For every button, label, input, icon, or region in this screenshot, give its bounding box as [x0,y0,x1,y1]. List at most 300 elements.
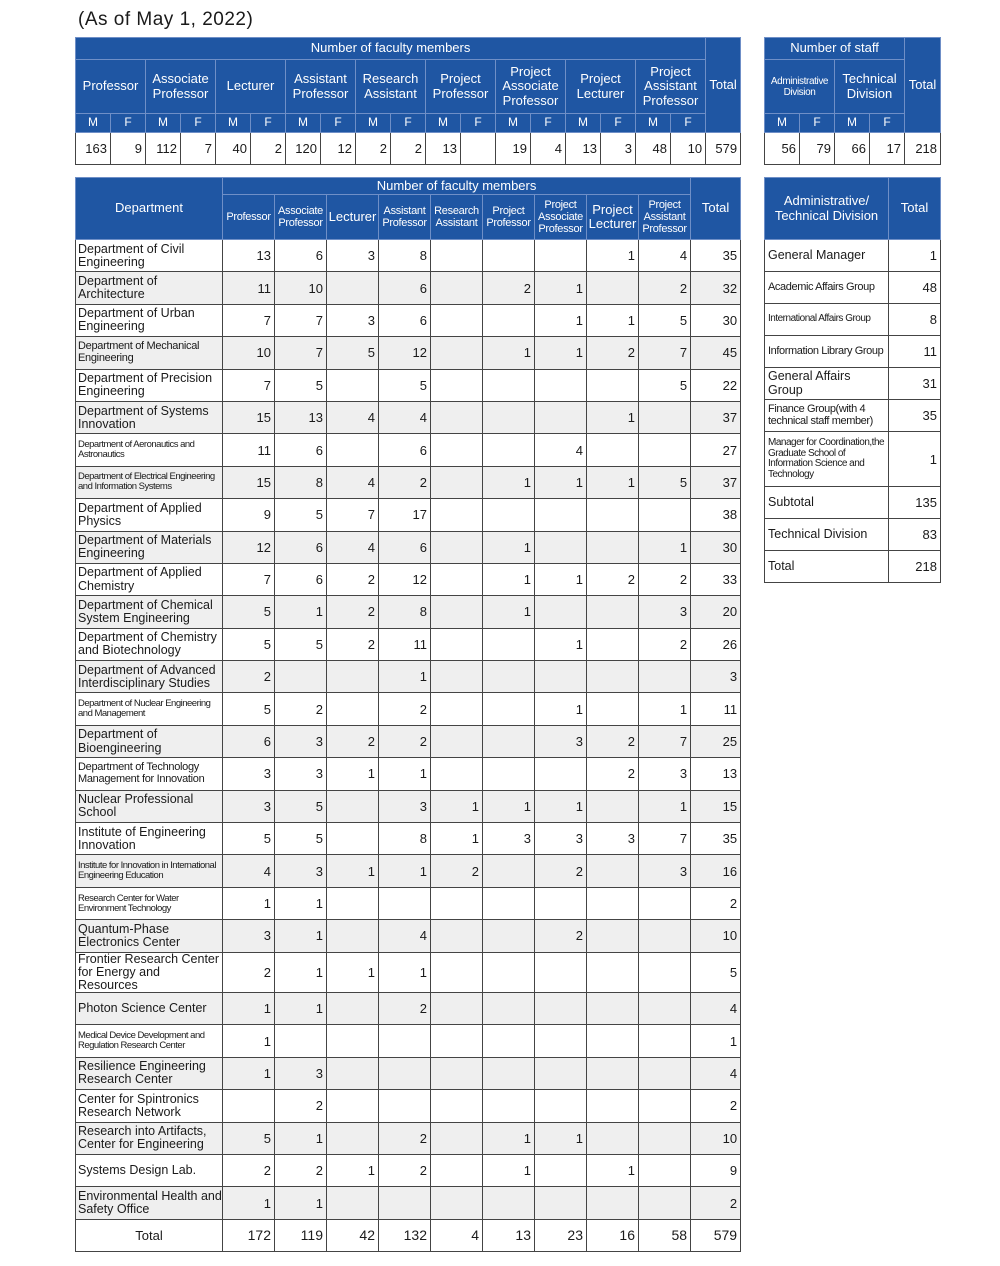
cell-value [379,1057,431,1089]
summary-total: 579 [706,133,741,165]
m-header: M [636,114,671,133]
admin-division-table [764,177,941,583]
cell-value: 3 [535,725,587,757]
table-row [76,1025,741,1057]
table-row [76,434,741,466]
cell-value: 2 [379,1154,431,1186]
row-total: 26 [691,628,741,660]
table-row [76,596,741,628]
cell-value: 3 [587,823,639,855]
col-header-project-associate-professor: Project Associate Professor [496,60,566,114]
cell-value: 1 [379,855,431,887]
row-total: 35 [691,823,741,855]
cell-value [431,758,483,790]
cell-value: 1 [275,887,327,919]
f-header: F [181,114,216,133]
admin-row [765,240,941,272]
col-header-project-associate-professor: Project Associate Professor [535,195,587,240]
admin-row-label: Finance Group(with 4 technical staff member) [765,400,889,432]
summary-value: 19 [496,133,531,165]
faculty-summary-table [75,37,741,165]
cell-value: 3 [223,758,275,790]
col-header-administrative-division: Administrative Division [765,60,835,114]
department-name: Department of Aeronautics and Astronautics [76,434,223,466]
cell-value: 5 [379,369,431,401]
cell-value: 1 [379,758,431,790]
cell-value: 1 [431,823,483,855]
row-total: 4 [691,992,741,1024]
cell-value: 7 [223,304,275,336]
table-row [76,952,741,992]
cell-value [483,628,535,660]
as-of-date: (As of May 1, 2022) [78,9,254,30]
department-header: Department [76,178,223,240]
cell-value [483,855,535,887]
cell-value: 9 [223,499,275,531]
cell-value: 3 [275,725,327,757]
cell-value [483,1057,535,1089]
col-header-project-lecturer: Project Lecturer [587,195,639,240]
faculty-group-header: Number of faculty members [76,38,706,60]
cell-value: 5 [275,823,327,855]
cell-value: 11 [379,628,431,660]
admin-row-total: 1 [889,432,941,487]
cell-value [431,920,483,952]
cell-value: 7 [275,304,327,336]
cell-value [483,952,535,992]
summary-value: 7 [181,133,216,165]
cell-value: 7 [639,337,691,369]
cell-value: 3 [275,855,327,887]
row-total: 30 [691,304,741,336]
m-header: M [566,114,601,133]
cell-value [587,531,639,563]
department-name: Institute of Engineering Innovation [76,823,223,855]
col-header-project-professor: Project Professor [483,195,535,240]
department-name: Resilience Engineering Research Center [76,1057,223,1089]
cell-value: 2 [431,855,483,887]
col-header-project-lecturer: Project Lecturer [566,60,636,114]
cell-value: 5 [327,337,379,369]
cell-value [431,1090,483,1122]
cell-value [639,887,691,919]
cell-value [535,758,587,790]
summary-value: 12 [321,133,356,165]
col-header-associate-professor: Associate Professor [146,60,216,114]
m-header: M [426,114,461,133]
admin-row-total: 8 [889,304,941,336]
cell-value [535,1090,587,1122]
cell-value [431,369,483,401]
cell-value [483,1187,535,1219]
f-header: F [251,114,286,133]
summary-value: 3 [601,133,636,165]
row-total: 13 [691,758,741,790]
admin-row-total: 35 [889,400,941,432]
cell-value: 6 [223,725,275,757]
department-name: Department of Architecture [76,272,223,304]
cell-value: 2 [379,693,431,725]
cell-value [483,369,535,401]
f-header: F [321,114,356,133]
row-total: 2 [691,887,741,919]
cell-value [535,1057,587,1089]
cell-value: 6 [275,563,327,595]
cell-value: 3 [639,596,691,628]
row-total: 33 [691,563,741,595]
department-name: Photon Science Center [76,992,223,1024]
cell-value: 1 [275,596,327,628]
department-name: Department of Precision Engineering [76,369,223,401]
table-row [76,887,741,919]
row-total: 9 [691,1154,741,1186]
table-row [76,1187,741,1219]
admin-row-label: International Affairs Group [765,304,889,336]
cell-value: 1 [587,240,639,272]
admin-row [765,400,941,432]
department-name: Department of Electrical Engineering and Information Systems [76,466,223,498]
admin-row-total: 31 [889,368,941,400]
m-header: M [286,114,321,133]
cell-value: 4 [535,434,587,466]
table-row [76,304,741,336]
cell-value [483,992,535,1024]
cell-value [535,401,587,433]
cell-value: 6 [275,240,327,272]
cell-value [327,1025,379,1057]
cell-value: 7 [639,725,691,757]
row-total: 10 [691,1122,741,1154]
cell-value [483,434,535,466]
cell-value: 4 [379,920,431,952]
f-header: F [111,114,146,133]
cell-value: 5 [639,369,691,401]
cell-value: 1 [483,1122,535,1154]
cell-value: 2 [223,1154,275,1186]
m-header: M [216,114,251,133]
cell-value: 6 [379,531,431,563]
row-total: 38 [691,499,741,531]
cell-value [483,1090,535,1122]
cell-value [431,466,483,498]
admin-row [765,336,941,368]
cell-value [535,661,587,693]
admin-row [765,272,941,304]
cell-value: 4 [223,855,275,887]
cell-value [483,887,535,919]
cell-value: 2 [275,693,327,725]
cell-value: 7 [223,563,275,595]
col-header-technical-division: Technical Division [835,60,905,114]
cell-value: 3 [483,823,535,855]
cell-value: 1 [223,1187,275,1219]
cell-value [483,304,535,336]
cell-value [483,920,535,952]
cell-value [587,1025,639,1057]
department-name: Department of Technology Management for Innovation [76,758,223,790]
cell-value: 1 [535,790,587,822]
cell-value: 1 [483,596,535,628]
summary-value: 40 [216,133,251,165]
cell-value: 1 [223,1025,275,1057]
cell-value: 5 [275,369,327,401]
cell-value [587,952,639,992]
table-row [76,1057,741,1089]
cell-value: 2 [379,1122,431,1154]
col-header-project-professor: Project Professor [426,60,496,114]
cell-value: 5 [275,790,327,822]
cell-value [327,661,379,693]
cell-value: 6 [275,531,327,563]
department-name: Medical Device Development and Regulation Research Center [76,1025,223,1057]
total-row-value: 4 [431,1219,483,1251]
cell-value [431,596,483,628]
table-row [76,563,741,595]
cell-value [639,1122,691,1154]
cell-value: 1 [275,992,327,1024]
cell-value: 2 [587,725,639,757]
cell-value [327,1187,379,1219]
staff-value: 17 [870,133,905,165]
cell-value [327,693,379,725]
table-row [76,725,741,757]
cell-value [587,790,639,822]
admin-row-total: 48 [889,272,941,304]
table-row [76,401,741,433]
admin-row-label: Technical Division [765,519,889,551]
m-header: M [765,114,800,133]
department-name: Frontier Research Center for Energy and Resources [76,952,223,992]
cell-value: 17 [379,499,431,531]
cell-value: 1 [535,563,587,595]
cell-value: 7 [275,337,327,369]
cell-value [431,272,483,304]
summary-value: 2 [391,133,426,165]
cell-value [587,1122,639,1154]
department-name: Department of Materials Engineering [76,531,223,563]
table-row [76,628,741,660]
cell-value [431,531,483,563]
cell-value [639,434,691,466]
cell-value: 1 [327,758,379,790]
cell-value: 4 [327,401,379,433]
cell-value [587,1057,639,1089]
summary-value: 112 [146,133,181,165]
cell-value [431,1057,483,1089]
cell-value: 3 [639,758,691,790]
summary-value [461,133,496,165]
f-header: F [391,114,426,133]
cell-value: 2 [327,596,379,628]
row-total: 37 [691,401,741,433]
total-row-value: 16 [587,1219,639,1251]
admin-row [765,551,941,583]
cell-value: 5 [223,628,275,660]
admin-row-total: 11 [889,336,941,368]
cell-value [587,855,639,887]
col-header-professor: Professor [76,60,146,114]
cell-value [639,499,691,531]
department-name: Research Center for Water Environment Technology [76,887,223,919]
cell-value [431,952,483,992]
table-row [76,1090,741,1122]
row-total: 5 [691,952,741,992]
cell-value: 11 [223,434,275,466]
cell-value [431,1122,483,1154]
cell-value [431,240,483,272]
admin-row-label: Total [765,551,889,583]
cell-value: 5 [639,304,691,336]
table-row [76,758,741,790]
cell-value: 1 [327,1154,379,1186]
cell-value: 2 [639,272,691,304]
cell-value: 4 [379,401,431,433]
table-row [76,466,741,498]
admin-row [765,368,941,400]
cell-value [639,1154,691,1186]
row-total: 11 [691,693,741,725]
cell-value: 5 [223,596,275,628]
department-name: Department of Urban Engineering [76,304,223,336]
cell-value: 15 [223,466,275,498]
cell-value: 2 [327,725,379,757]
admin-row-total: 83 [889,519,941,551]
col-header-research-assistant: Research Assistant [356,60,426,114]
summary-value: 120 [286,133,321,165]
cell-value: 2 [639,628,691,660]
total-row-label: Total [76,1219,223,1251]
cell-value: 7 [327,499,379,531]
row-total: 37 [691,466,741,498]
col-header-assistant-professor: Assistant Professor [286,60,356,114]
m-header: M [76,114,111,133]
row-total: 4 [691,1057,741,1089]
cell-value [639,952,691,992]
total-row-value: 58 [639,1219,691,1251]
cell-value: 1 [483,531,535,563]
department-name: Department of Chemistry and Biotechnology [76,628,223,660]
department-name: Department of Mechanical Engineering [76,337,223,369]
admin-row [765,304,941,336]
m-header: M [496,114,531,133]
m-header: M [146,114,181,133]
cell-value: 1 [483,337,535,369]
cell-value [483,758,535,790]
department-name: Research into Artifacts, Center for Engineering [76,1122,223,1154]
summary-value: 9 [111,133,146,165]
admin-division-header: Administrative/ Technical Division [765,178,889,240]
department-name: Department of Bioengineering [76,725,223,757]
cell-value [483,693,535,725]
summary-value: 2 [356,133,391,165]
department-name: Department of Applied Chemistry [76,563,223,595]
cell-value: 1 [223,887,275,919]
row-total: 2 [691,1187,741,1219]
cell-value [431,661,483,693]
cell-value: 6 [379,272,431,304]
summary-value: 13 [426,133,461,165]
total-row-value: 119 [275,1219,327,1251]
cell-value: 1 [535,304,587,336]
cell-value: 1 [587,304,639,336]
cell-value: 2 [639,563,691,595]
cell-value [431,725,483,757]
cell-value: 2 [379,466,431,498]
department-name: Department of Systems Innovation [76,401,223,433]
staff-value: 66 [835,133,870,165]
row-total: 32 [691,272,741,304]
table-row [76,855,741,887]
cell-value [535,887,587,919]
admin-row-label: General Affairs Group [765,368,889,400]
department-name: Department of Chemical System Engineering [76,596,223,628]
department-name: Systems Design Lab. [76,1154,223,1186]
row-total: 3 [691,661,741,693]
cell-value: 1 [587,1154,639,1186]
cell-value [327,920,379,952]
cell-value [587,628,639,660]
department-name: Department of Applied Physics [76,499,223,531]
summary-value: 2 [251,133,286,165]
department-name: Department of Civil Engineering [76,240,223,272]
f-header: F [870,114,905,133]
cell-value: 2 [587,337,639,369]
col-header-lecturer: Lecturer [216,60,286,114]
admin-row-label: General Manager [765,240,889,272]
cell-value [587,272,639,304]
cell-value [587,661,639,693]
admin-total-header: Total [889,178,941,240]
row-total: 25 [691,725,741,757]
cell-value [587,596,639,628]
admin-row-total: 1 [889,240,941,272]
staff-summary-table [764,37,941,165]
cell-value [431,1187,483,1219]
cell-value: 1 [587,401,639,433]
cell-value: 1 [379,661,431,693]
cell-value [327,823,379,855]
cell-value [639,661,691,693]
cell-value [639,401,691,433]
cell-value: 7 [639,823,691,855]
cell-value: 8 [379,596,431,628]
table-row [76,992,741,1024]
department-name: Center for Spintronics Research Network [76,1090,223,1122]
cell-value: 1 [275,952,327,992]
cell-value: 12 [379,563,431,595]
cell-value [639,992,691,1024]
admin-row-label: Academic Affairs Group [765,272,889,304]
cell-value: 12 [379,337,431,369]
cell-value [431,434,483,466]
cell-value [535,1187,587,1219]
cell-value: 2 [223,661,275,693]
cell-value: 10 [223,337,275,369]
row-total: 35 [691,240,741,272]
cell-value [587,369,639,401]
cell-value: 2 [587,758,639,790]
table-row [76,790,741,822]
cell-value: 1 [275,1187,327,1219]
cell-value: 2 [483,272,535,304]
table-row [76,272,741,304]
cell-value: 6 [379,304,431,336]
staff-total: 218 [905,133,941,165]
cell-value: 1 [275,1122,327,1154]
admin-row [765,432,941,487]
col-header-associate-professor: Associate Professor [275,195,327,240]
table-row [76,661,741,693]
